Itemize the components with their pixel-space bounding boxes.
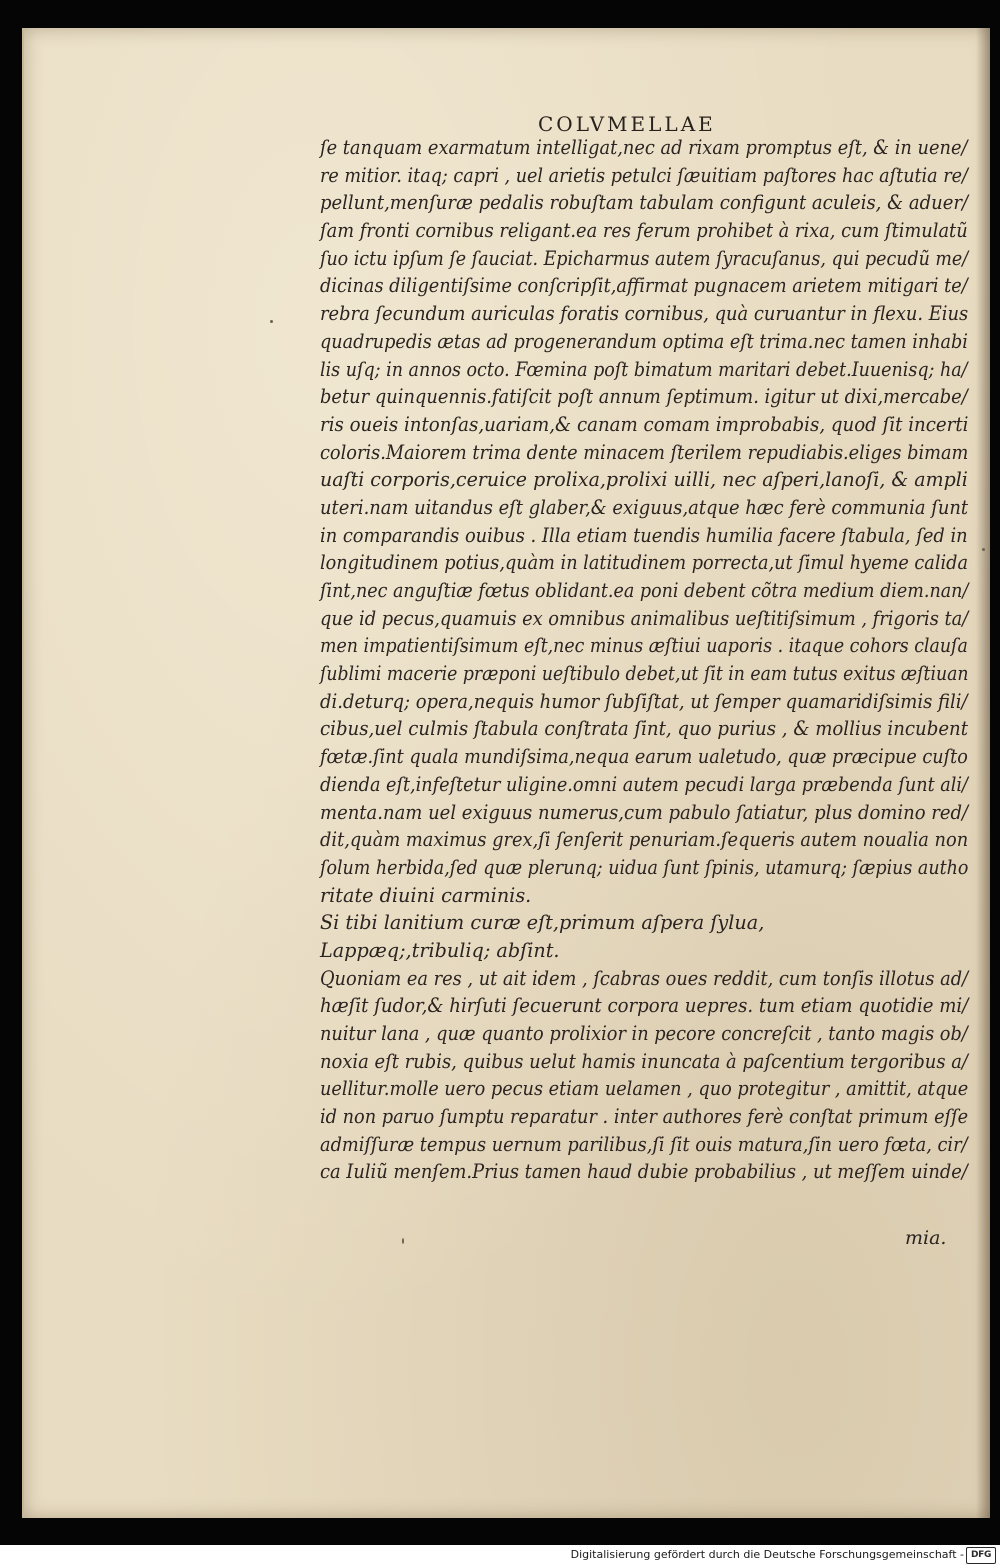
text-line: cibus,uel culmis ſtabula conſtrata ſint, quo purius , & mollius incubent — [320, 717, 969, 741]
funding-note: Digitalisierung gefördert durch die Deutsche Forschungsgemeinschaft - — [570, 1548, 964, 1561]
text-line: lis uſq; in annos octo. Fœmina poſt bimatum maritari debet.Iuuenisq; ha/ — [320, 357, 968, 381]
footer-bar — [0, 1545, 1000, 1567]
text-line: men impatientiſsimum eſt,nec minus æſtiui uaporis . itaque cohors clauſa — [320, 634, 968, 658]
text-line: in comparandis ouibus . Illa etiam tuendis humilia facere ſtabula, ſed in — [320, 523, 968, 547]
text-line: hæſit ſudor,& hirſuti ſecuerunt corpora uepres. tum etiam quotidie mi/ — [320, 994, 969, 1018]
running-title: COLVMELLAE — [538, 112, 716, 136]
text-line: ſe tanquam exarmatum intelligat,nec ad rixam promptus eſt, & in uene/ — [320, 136, 968, 159]
text-line: ſam fronti cornibus religant.ea res ferum prohibet à rixa, cum ſtimulatũ — [320, 219, 968, 243]
text-line: uellitur.molle uero pecus etiam uelamen , quo protegitur , amittit, atque — [320, 1077, 969, 1101]
text-line: uteri.nam uitandus eſt glaber,& exiguus,atque hæc ferè communia ſunt — [320, 495, 969, 519]
text-line: admiſſuræ tempus uernum parilibus,ſi ſit ouis matura,ſin uero fœta, cir/ — [320, 1132, 968, 1156]
text-line: ſolum herbida,ſed quæ plerunq; uidua ſunt ſpinis, utamurq; ſæpius autho — [320, 855, 969, 879]
catchword: mia. — [905, 1227, 947, 1249]
text-line: ſuo ictu ipſum ſe ſauciat. Epicharmus autem ſyracuſanus, qui pecudũ me/ — [320, 246, 969, 270]
text-line: longitudinem potius,quàm in latitudinem porrecta,ut ſimul hyeme calida — [320, 551, 968, 575]
text-line: id non paruo ſumptu reparatur . inter authores ferè conſtat primum eſſe — [320, 1105, 969, 1129]
text-line: dienda eſt,infeſtetur uligine.omni autem pecudi larga præbenda ſunt ali/ — [320, 772, 968, 796]
dfg-logo-icon: DFG — [966, 1547, 996, 1564]
text-line: dicinas diligentiſsime conſcripſit,affirmat pugnacem arietem mitigari te/ — [320, 274, 968, 298]
paper-speck — [402, 1238, 404, 1244]
text-line: ritate diuini carminis. — [320, 883, 532, 907]
text-line: Quoniam ea res , ut ait idem , ſcabras oues reddit, cum tonſis illotus ad/ — [320, 966, 969, 990]
verse-line: Si tibi lanitium curæ eſt,primum aſpera ſylua, — [320, 911, 765, 935]
text-line: ris oueis intonſas,uariam,& canam comam improbabis, quod ſit incerti — [320, 412, 969, 436]
text-line: rebra ſecundum auriculas foratis cornibus, quà curuantur in flexu. Eius — [320, 302, 969, 326]
text-line: di.deturq; opera,nequis humor ſubſiſtat, ut ſemper quamaridiſsimis fili/ — [320, 689, 968, 713]
text-line: quadrupedis ætas ad progenerandum optima eſt trima.nec tamen inhabi — [320, 329, 968, 353]
text-line: que id pecus,quamuis ex omnibus animalibus ueſtitiſsimum , frigoris ta/ — [320, 606, 969, 630]
text-line: noxia eſt rubis, quibus uelut hamis inuncata à paſcentium tergoribus a/ — [320, 1049, 968, 1073]
text-line: uaſti corporis,ceruice prolixa,prolixi uilli, nec aſperi,lanoſi, & ampli — [320, 468, 968, 492]
paper-speck — [270, 320, 273, 323]
verse-line: Lappæq;,tribuliq; abſint. — [320, 938, 560, 962]
spine-shadow — [976, 28, 990, 1518]
text-line: menta.nam uel exiguus numerus,cum pabulo ſatiatur, plus domino red/ — [320, 800, 969, 824]
text-line: nuitur lana , quæ quanto prolixior in pecore concreſcit , tanto magis ob/ — [320, 1022, 968, 1045]
text-line: fœtæ.ſint quala mundiſsima,nequa earum ualetudo, quæ præcipue cuſto — [320, 745, 968, 769]
text-line: ſint,nec anguſtiæ fœtus oblidant.ea poni debent cõtra medium diem.nan/ — [320, 579, 969, 602]
text-line: re mitior. itaq; capri , uel arietis petulci ſæuitiam paſtores hac aſtutia re/ — [320, 163, 968, 187]
text-line: ſublimi macerie præponi ueſtibulo debet,ut ſit in eam tutus exitus æſtiuan — [320, 662, 969, 686]
text-line: coloris.Maiorem trima dente minacem ſterilem repudiabis.eliges bimam — [320, 440, 969, 464]
text-line: betur quinquennis.fatiſcit poſt annum ſeptimum. igitur ut dixi,mercabe/ — [320, 385, 968, 409]
text-line: pellunt,menſuræ pedalis robuſtam tabulam configunt aculeis, & aduer/ — [320, 191, 969, 215]
text-line: dit,quàm maximus grex,ſi ſenſerit penuriam.ſequeris autem noualia non — [320, 828, 969, 852]
text-line: ca Iuliũ menſem.Prius tamen haud dubie probabilius , ut meſſem uinde/ — [320, 1160, 968, 1184]
paper-speck — [982, 548, 985, 551]
body-text — [320, 134, 968, 1186]
